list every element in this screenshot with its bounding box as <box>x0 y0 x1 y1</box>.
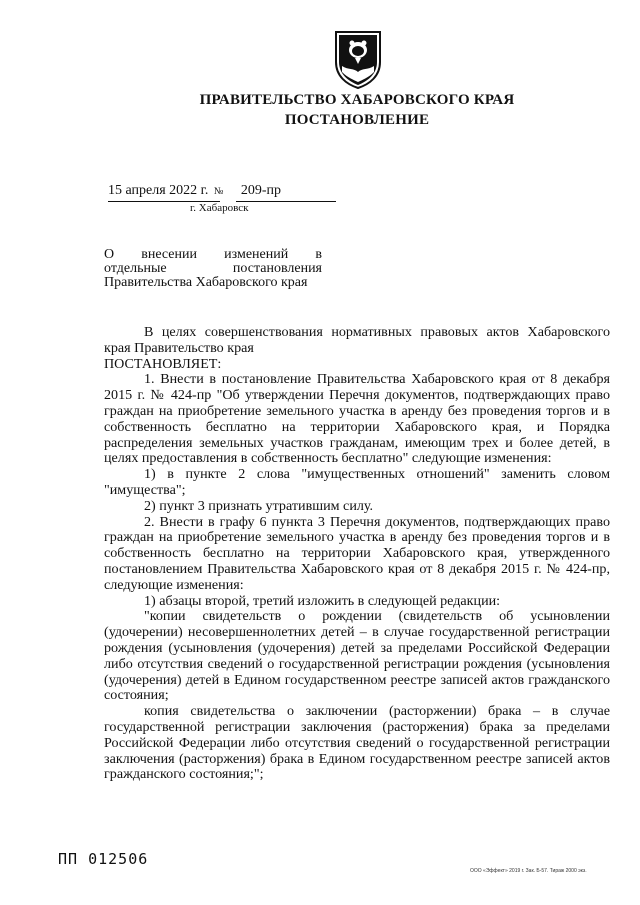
document-number: 209-пр <box>240 183 282 198</box>
quoted-text-2: копия свидетельства о заключении (расторжении) брака – в случае государственной регистрации заключения (расторжения) брака за пределами Российской Федерации либо отсутствия сведений о государственной регистрации заключения (расторжения) брака в Едином государственном реестре записей актов гражданского состояния;"; <box>104 703 610 783</box>
subject-line: отдельные постановления <box>104 261 322 276</box>
paragraph-1-item-1: 1) в пункте 2 слова "имущественных отношений" заменить словом "имущества"; <box>104 466 610 498</box>
organization-title: ПРАВИТЕЛЬСТВО ХАБАРОВСКОГО КРАЯ <box>199 92 515 108</box>
date-number-line <box>108 183 351 199</box>
paragraph-2: 2. Внести в графу 6 пункта 3 Перечня документов, подтверждающих право граждан на приобретение земельного участка в аренду без проведения торгов и в собственность бесплатно на территории Хабаровского края, утвержденного постановлением Правительства Хабаровского края от 8 декабря 2015 г. № 424-пр, следующие изменения: <box>104 513 610 593</box>
document-type-title: ПОСТАНОВЛЕНИЕ <box>284 112 430 128</box>
resolve-heading: ПОСТАНОВЛЯЕТ: <box>104 355 222 372</box>
serial-number: ПП 012506 <box>58 850 149 868</box>
paragraph-2-item-1: 1) абзацы второй, третий изложить в следующей редакции: <box>144 592 501 609</box>
document-subject <box>104 248 322 290</box>
subject-line: О внесении изменений в <box>104 247 322 262</box>
paragraph-1-item-2: 2) пункт 3 признать утратившим силу. <box>144 497 374 514</box>
coat-of-arms-emblem <box>332 28 384 90</box>
number-underline <box>236 201 336 202</box>
intro-paragraph: В целях совершенствования нормативных правовых актов Хабаровского края Правительство края <box>104 324 610 356</box>
document-body <box>104 325 610 783</box>
printer-imprint: ООО «Эффект» 2019 г. Зак. Б-57. Тираж 2000 экз. <box>470 868 587 874</box>
city-name: г. Хабаровск <box>190 202 249 214</box>
document-date: 15 апреля 2022 г. <box>108 183 209 198</box>
paragraph-1: 1. Внести в постановление Правительства Хабаровского края от 8 декабря 2015 г. № 424-пр "Об утверждении Перечня документов, подтверждающих право граждан на приобретение земельного участка в аренду без проведения торгов и в собственность бесплатно на территории Хабаровского края, и Порядка распределения земельных участков гражданам, имеющим трех и более детей, в целях предоставления в собственность бесплатно" следующие изменения: <box>104 371 610 467</box>
subject-line: Правительства Хабаровского края <box>104 275 308 290</box>
quoted-text-1: "копии свидетельств о рождении (свидетельств об усыновлении (удочерении) несовершеннолетних детей – в случае государственной регистрации рождения (усыновления (удочерения) детей за пределами Российской Федерации либо отсутствия сведений о государственной регистрации рождения (усыновления (удочерения) детей в Едином государственном реестре записей актов гражданского состояния; <box>104 608 610 704</box>
number-sign: № <box>213 186 224 197</box>
